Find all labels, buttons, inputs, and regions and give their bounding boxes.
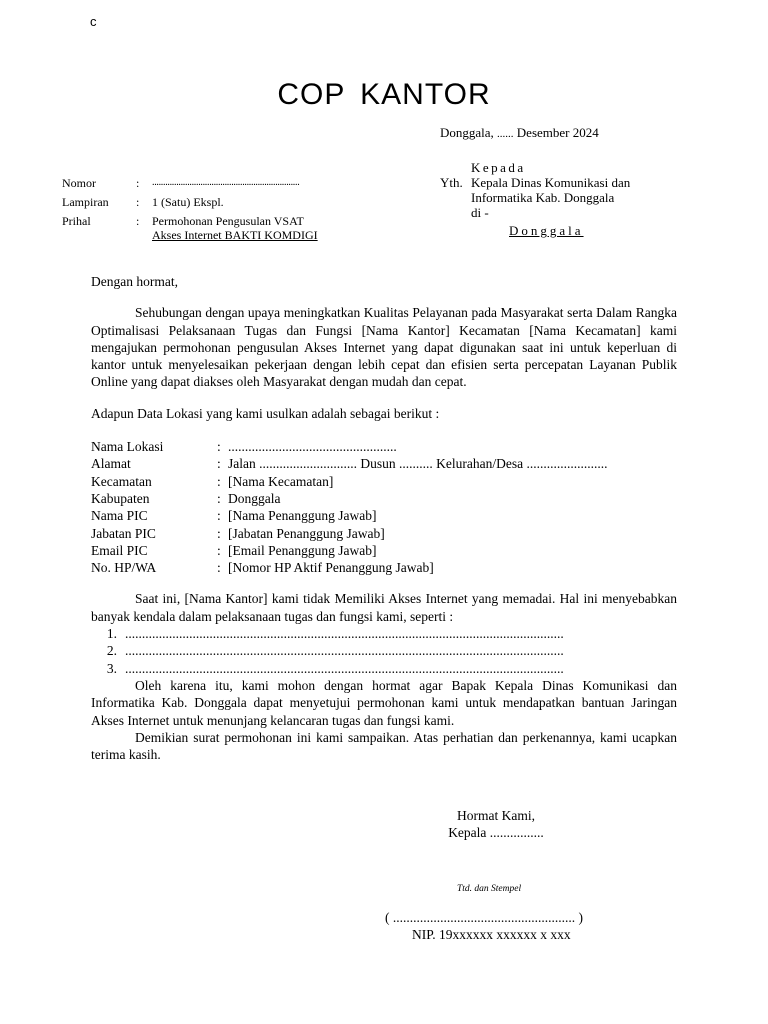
data-row-label: Kecamatan (91, 473, 152, 489)
meta-value-lampiran: 1 (Satu) Ekspl. (152, 195, 224, 209)
data-row (91, 490, 677, 507)
list-item-text: .................................................................................................................................. (125, 660, 564, 676)
data-row-value: [Nomor HP Aktif Penanggung Jawab] (228, 560, 434, 576)
letter-meta (62, 176, 318, 247)
paragraph-condition: Saat ini, [Nama Kantor] kami tidak Memiliki Akses Internet yang memadai. Hal ini menyebabkan banyak kendala dalam pelaksanaan tugas dan fungsi kami, seperti : (91, 591, 677, 624)
list-item-number: 3. (106, 660, 117, 676)
meta-colon: : (136, 214, 140, 228)
issue-list (91, 625, 677, 677)
meta-value-nomor: ................................................................... (152, 177, 300, 188)
data-row-value: Jalan ............................. Dusun .......... Kelurahan/Desa ........................ (228, 456, 608, 472)
corner-mark: c (90, 14, 97, 29)
meta-row-nomor (62, 176, 318, 190)
data-row-label: Kabupaten (91, 490, 150, 506)
data-row (91, 438, 677, 455)
letterhead-title: COP KANTOR (277, 78, 491, 111)
closing-salutation: Hormat Kami, (457, 808, 535, 823)
data-row-value: Donggala (228, 490, 281, 506)
meta-label-lampiran: Lampiran (62, 195, 109, 209)
meta-row-prihal (62, 214, 318, 242)
list-item-number: 2. (106, 643, 117, 659)
data-row-value: [Nama Penanggung Jawab] (228, 508, 377, 524)
greeting: Dengan hormat, (91, 274, 178, 289)
letter-body (91, 273, 677, 763)
meta-row-lampiran (62, 195, 318, 209)
list-item (91, 642, 677, 659)
list-item-number: 1. (106, 626, 117, 642)
location-data-table (91, 438, 677, 576)
data-row-value: [Email Penanggung Jawab] (228, 542, 377, 558)
paragraph-intro: Sehubungan dengan upaya meningkatkan Kualitas Pelayanan pada Masyarakat serta Dalam Rangka Optimalisasi Pelaksanaan Tugas dan Fungsi [Nama Kantor] Kecamatan [Nama Kecamatan] kami mengajukan permohonan pengusulan Akses Internet yang dapat digunakan saat ini untuk keperluan di kantor untuk menyelesaikan pekerjaan dengan lebih cepat dan efisien serta percepatan Layanan Publik Online yang dapat diakses oleh Masyarakat dengan mudah dan cepat. (91, 305, 677, 390)
data-row-value: [Jabatan Penanggung Jawab] (228, 525, 385, 541)
recipient-block (440, 160, 630, 238)
list-item (91, 660, 677, 677)
recipient-yth: Yth. (440, 175, 463, 190)
recipient-line-1: Kepala Dinas Komunikasi dan (471, 175, 631, 190)
recipient-line-3: di - (471, 205, 489, 220)
data-row-colon: : (217, 439, 221, 455)
prihal-line-1: Permohonan Pengusulan VSAT (152, 214, 304, 228)
paragraph-request: Oleh karena itu, kami mohon dengan hormat agar Bapak Kepala Dinas Komunikasi dan Informatika Kab. Donggala dapat menyetujui permohonan kami untuk mendapatkan bantuan Jaringan Akses Internet untuk menunjang kelancaran tugas dan fungsi kami. (91, 677, 677, 728)
paragraph-closing: Demikian surat permohonan ini kami sampaikan. Atas perhatian dan perkenannya, kami ucapkan terima kasih. (91, 729, 677, 763)
meta-value-prihal (152, 214, 318, 242)
signer-nip: NIP. 19xxxxxx xxxxxx x xxx (412, 927, 571, 942)
prihal-line-2: Akses Internet BAKTI KOMDIGI (152, 228, 318, 242)
date-day-dots: ...... (497, 128, 514, 140)
date-place: Donggala, (440, 125, 494, 140)
data-row-value: [Nama Kecamatan] (228, 473, 334, 489)
meta-label-prihal: Prihal (62, 214, 91, 228)
list-item (91, 625, 677, 642)
data-row-label: Nama PIC (91, 508, 148, 524)
data-row-colon: : (217, 525, 221, 541)
list-item-text: .................................................................................................................................. (125, 643, 564, 659)
data-row-label: Alamat (91, 456, 131, 472)
signature-block (440, 807, 552, 841)
data-row (91, 507, 677, 524)
signer-position: Kepala ................ (448, 825, 544, 840)
meta-colon: : (136, 195, 140, 209)
data-row-value: .................................................. (228, 439, 397, 455)
date-month-year: Desember 2024 (516, 125, 599, 140)
data-row (91, 473, 677, 490)
data-row-label: Jabatan PIC (91, 525, 156, 541)
data-row-label: Email PIC (91, 542, 148, 558)
data-row-colon: : (217, 473, 221, 489)
meta-label-nomor: Nomor (62, 176, 96, 190)
recipient-line-2: Informatika Kab. Donggala (471, 190, 615, 205)
data-intro: Adapun Data Lokasi yang kami usulkan adalah sebagai berikut : (91, 405, 440, 421)
data-row (91, 525, 677, 542)
recipient-city: Donggala (509, 223, 584, 238)
data-row (91, 559, 677, 576)
data-row-colon: : (217, 456, 221, 472)
recipient-row (440, 175, 630, 190)
meta-colon: : (136, 176, 140, 190)
list-item-text: .................................................................................................................................. (125, 626, 564, 642)
recipient-kepada: Kepada (471, 160, 526, 175)
data-row-colon: : (217, 508, 221, 524)
data-row-label: Nama Lokasi (91, 439, 164, 455)
signature-stamp-note: Ttd. dan Stempel (457, 884, 522, 894)
data-row-label: No. HP/WA (91, 560, 157, 576)
data-row-colon: : (217, 490, 221, 506)
signer-name-line: ( ...................................................... ) (385, 910, 583, 925)
data-row (91, 542, 677, 559)
data-row-colon: : (217, 542, 221, 558)
data-row (91, 455, 677, 472)
data-row-colon: : (217, 560, 221, 576)
date-line (440, 125, 599, 141)
